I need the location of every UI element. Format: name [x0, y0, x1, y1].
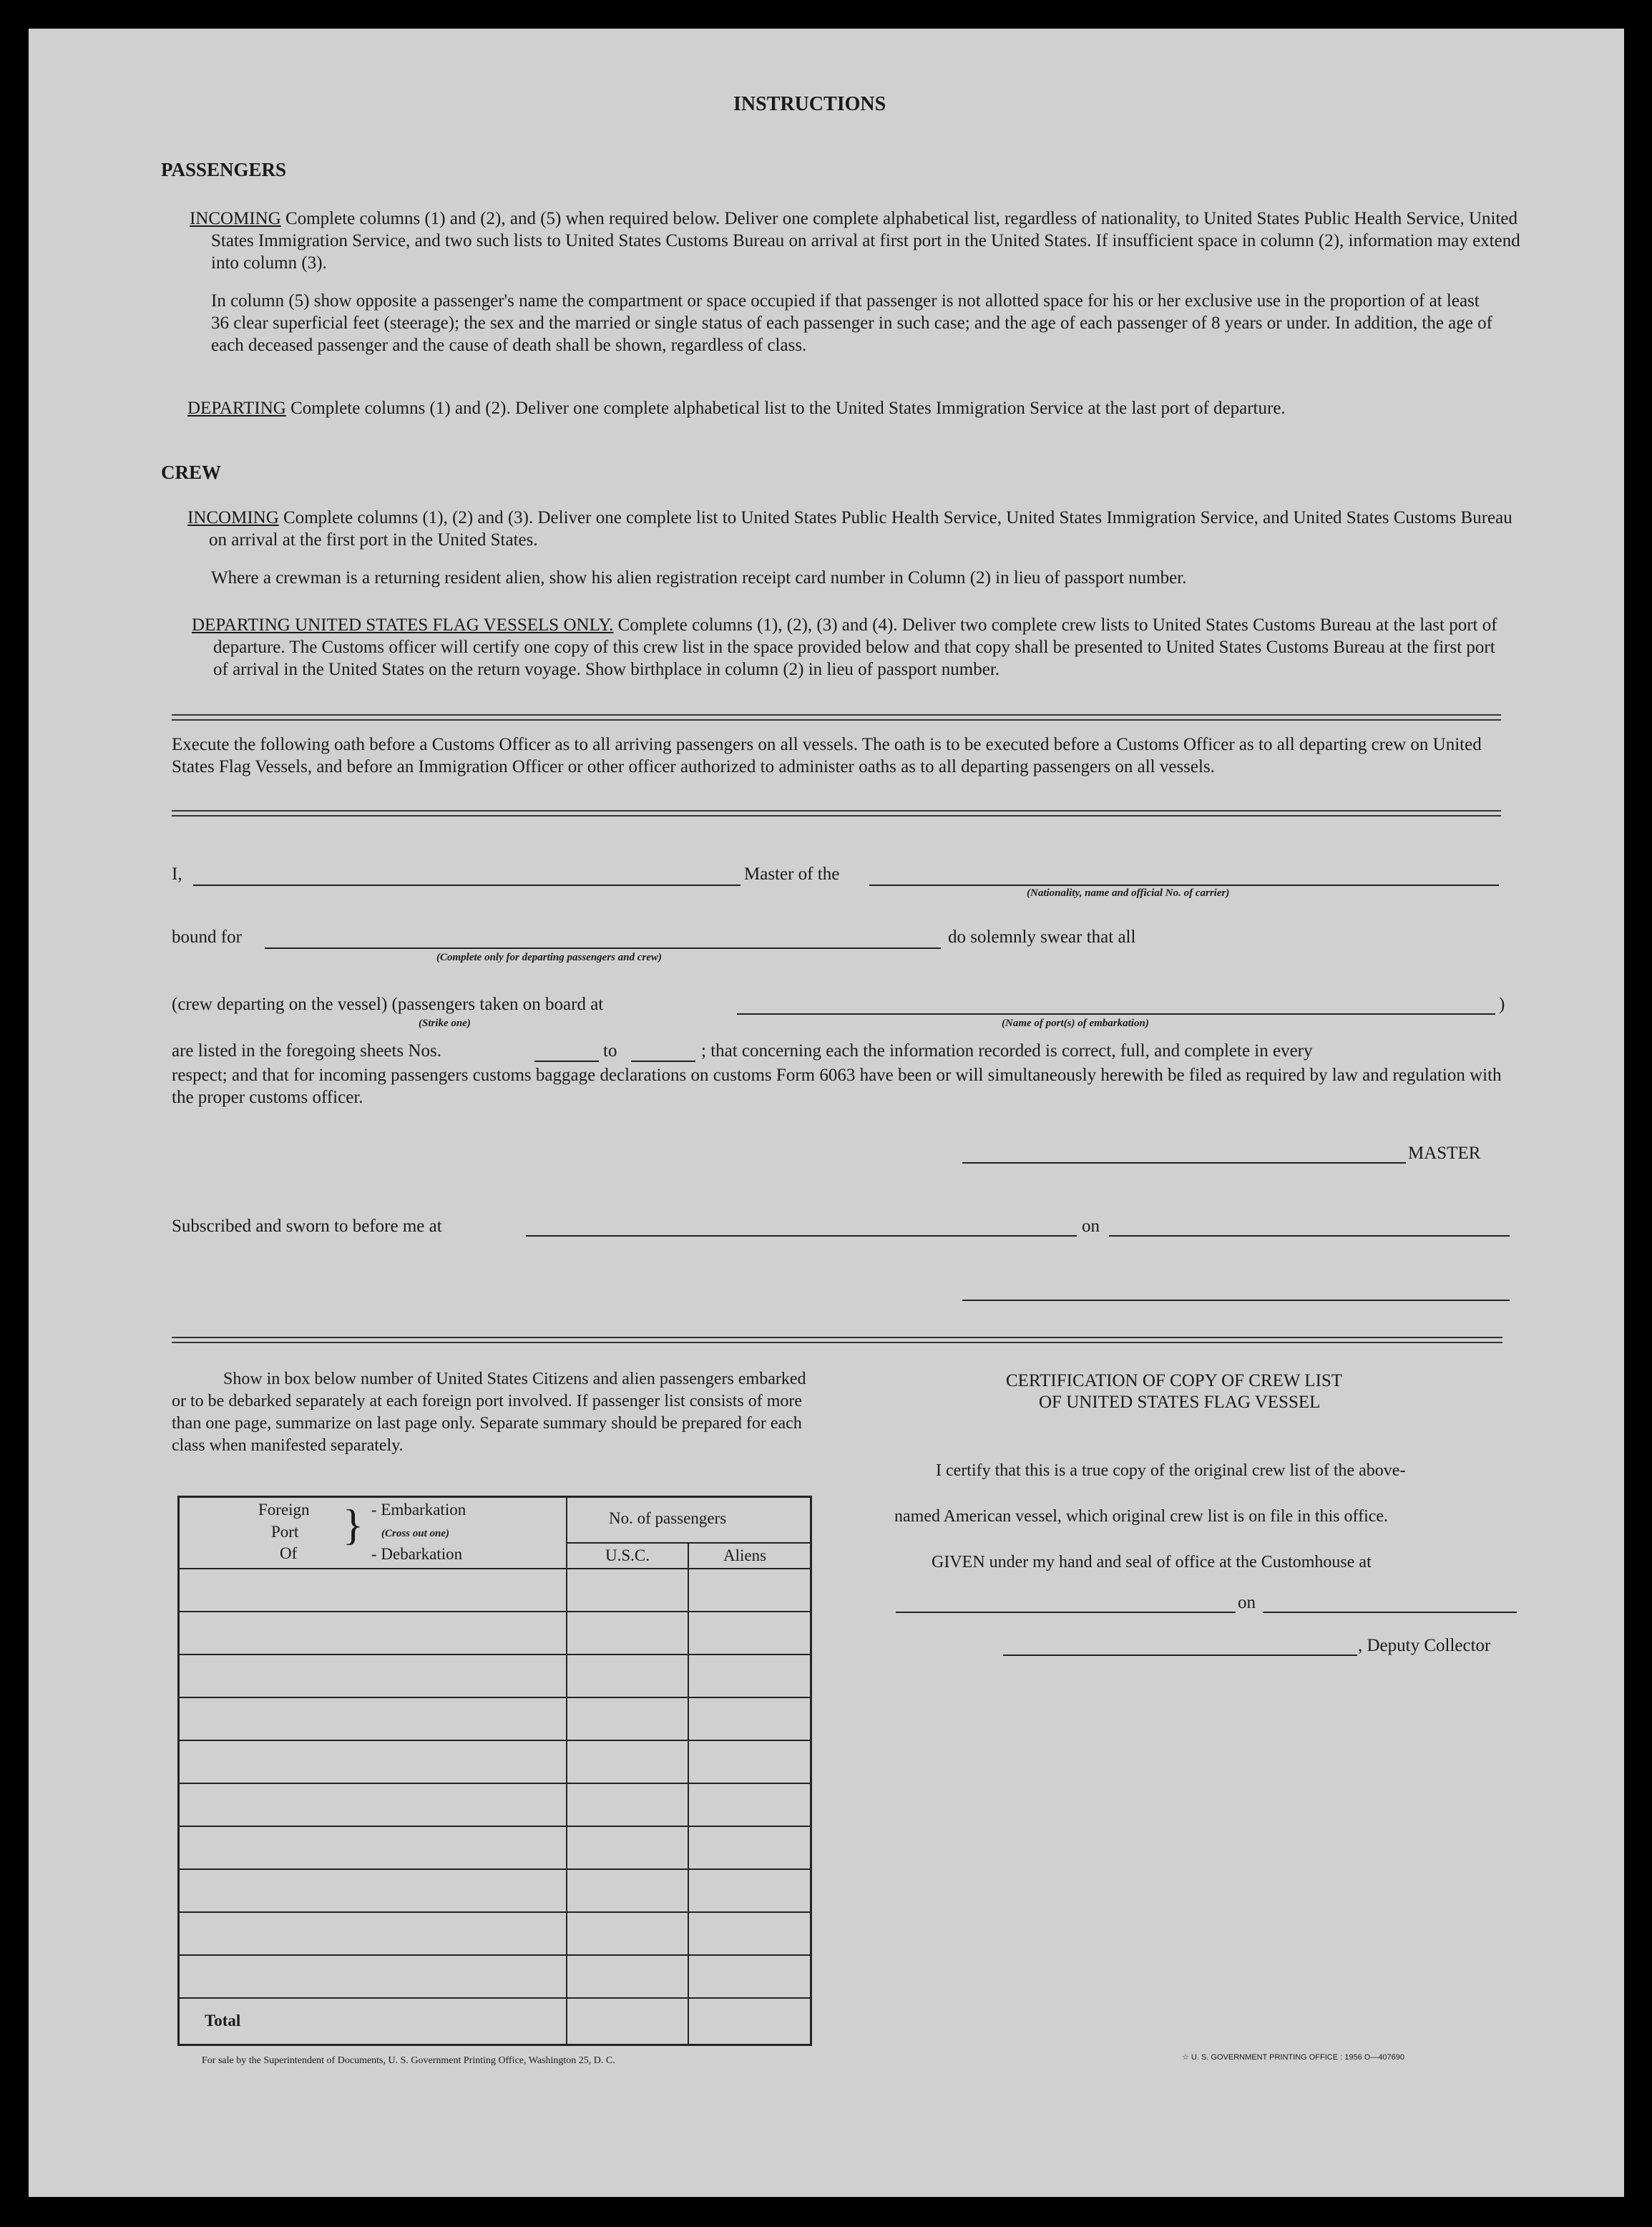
deputy-collector-signature-field[interactable] [1003, 1655, 1357, 1656]
table-row-divider [180, 1783, 810, 1784]
footer-left: For sale by the Superintendent of Documents, U. S. Government Printing Office, Washington 25, D. C. [202, 2055, 615, 2066]
foreign-label: Foreign [258, 1501, 310, 1519]
on-label: on [1082, 1217, 1100, 1236]
ports-caption: (Name of port(s) of embarkation) [1002, 1018, 1149, 1029]
sheet-from-field[interactable] [534, 1061, 599, 1062]
table-row-divider [180, 1697, 810, 1698]
table-column-divider [688, 1542, 689, 2044]
carrier-field[interactable] [869, 885, 1499, 886]
of-label: Of [280, 1544, 298, 1562]
usc-header: U.S.C. [605, 1546, 650, 1564]
officer-signature-field[interactable] [962, 1300, 1510, 1301]
passengers-departing-text: Complete columns (1) and (2). Deliver one complete alphabetical list to the United States Immigration Service at the last port of departure. [290, 399, 1286, 418]
aliens-header: Aliens [723, 1546, 767, 1564]
brace-icon: } [343, 1501, 363, 1549]
crew-incoming-paragraph [187, 507, 1518, 551]
crew-departing-text: Complete columns (1), (2), (3) and (4). Deliver two complete crew lists to United States Customs Bureau at the last port of departure. The Customs officer will certify one copy of this crew list in the space provided below and that copy shall be presented to United States Customs Bureau at the first port of arrival in the United States on the return voyage. Show birthplace in column (2) in lieu of passport number. [213, 615, 1497, 679]
embarkation-label: - Embarkation [371, 1501, 466, 1519]
bound-for-field[interactable] [265, 947, 941, 949]
no-of-passengers-header: No. of passengers [609, 1509, 727, 1527]
table-row-divider [180, 1654, 810, 1655]
crew-incoming-label: INCOMING [187, 508, 279, 527]
table-row-divider [180, 1568, 810, 1569]
summary-instruction: Show in box below number of United States Citizens and alien passengers embarked or to be debarked separately at each foreign port involved. If passenger list consists of more than one page, summarize on last page only. Separate summary should be prepared for each class when manifested separately. [172, 1370, 806, 1455]
passengers-heading: PASSENGERS [161, 159, 287, 180]
table-row-divider [180, 1954, 810, 1956]
sworn-place-field[interactable] [526, 1235, 1077, 1237]
certification-title-line1: CERTIFICATION OF COPY OF CREW LIST [1006, 1371, 1343, 1390]
crew-departing-label: DEPARTING UNITED STATES FLAG VESSELS ONLY. [192, 615, 614, 635]
respect-paragraph: respect; and that for incoming passengers customs baggage declarations on customs Form 6063 have been or will simultaneously herewith be filed as required by law and regulation with the proper customs officer. [172, 1066, 1502, 1107]
passengers-departing-paragraph [187, 397, 1518, 419]
ports-of-embarkation-field[interactable] [737, 1013, 1495, 1015]
customhouse-field[interactable] [896, 1612, 1236, 1613]
oath-instruction-paragraph: Execute the following oath before a Customs Officer as to all arriving passengers on all vessels. The oath is to be executed before a Customs Officer as to all departing crew on United States Flag Vessels, and before an Immigration Officer or other officer authorized to administer oaths as to all departing passengers on all vessels. [172, 735, 1482, 776]
table-row-divider [180, 1740, 810, 1741]
table-row-divider [180, 1868, 810, 1870]
passengers-departing-label: DEPARTING [187, 399, 286, 418]
swear-label: do solemnly swear that all [948, 927, 1136, 947]
oath-i-label: I, [172, 864, 182, 884]
close-paren: ) [1499, 995, 1505, 1014]
bound-for-caption: (Complete only for departing passengers and crew) [436, 952, 662, 963]
nationality-caption: (Nationality, name and official No. of carrier) [1027, 887, 1230, 899]
table-row-divider [180, 1611, 810, 1612]
master-signature-field[interactable] [962, 1162, 1406, 1164]
master-of-label: Master of the [744, 864, 840, 884]
passengers-incoming-text: Complete columns (1) and (2), and (5) when required below. Deliver one complete alphabetical list, regardless of nationality, to United States Public Health Service, United States Immigration Service, and two such lists to United States Customs Bureau on arrival at first port in the United States. If insufficient space in column (2), information may extend into column (3). [211, 209, 1520, 273]
footer-right: ☆ U. S. GOVERNMENT PRINTING OFFICE : 1956 O—407690 [1182, 2053, 1405, 2062]
strike-caption: (Strike one) [419, 1018, 471, 1029]
deputy-collector-label: , Deputy Collector [1358, 1636, 1491, 1655]
form-page [29, 29, 1624, 2197]
table-row-divider [180, 1826, 810, 1827]
table-header-divider [566, 1542, 810, 1544]
listed-prefix: are listed in the foregoing sheets Nos. [172, 1041, 441, 1061]
divider [172, 714, 1501, 721]
debarkation-label: - Debarkation [371, 1545, 463, 1563]
crew-heading: CREW [161, 462, 222, 483]
table-column-divider [566, 1498, 567, 2044]
divider [172, 1337, 1502, 1343]
sworn-date-field[interactable] [1109, 1235, 1510, 1237]
column5-paragraph: In column (5) show opposite a passenger's name the compartment or space occupied if that passenger is not allotted space for his or her exclusive use in the proportion of at least 36 clear superficial feet (steerage); the sex and the married or single status of each passenger in such case; and the age of each passenger of 8 years or under. In addition, the age of each deceased passenger and the cause of death shall be shown, regardless of class. [211, 291, 1492, 355]
passenger-summary-table [177, 1496, 812, 2046]
passengers-incoming-label: INCOMING [190, 209, 281, 228]
certify-line1: I certify that this is a true copy of the original crew list of the above- [936, 1461, 1406, 1480]
master-label: MASTER [1408, 1144, 1481, 1163]
subscribed-label: Subscribed and sworn to before me at [172, 1217, 442, 1236]
listed-suffix: ; that concerning each the information recorded is correct, full, and complete in every [701, 1041, 1313, 1061]
certification-on-label: on [1238, 1593, 1256, 1612]
sheet-to-field[interactable] [631, 1061, 695, 1062]
bound-for-label: bound for [172, 927, 242, 947]
certification-date-field[interactable] [1263, 1612, 1517, 1613]
crew-departing-paragraph [192, 614, 1501, 681]
certify-line2: named American vessel, which original crew list is on file in this office. [894, 1507, 1389, 1526]
given-line: GIVEN under my hand and seal of office at the Customhouse at [932, 1553, 1372, 1571]
crew-incoming-text: Complete columns (1), (2) and (3). Deliver one complete list to United States Public Health Service, United States Immigration Service, and United States Customs Bureau on arrival at the first port in the United States. [209, 508, 1512, 550]
to-label: to [603, 1041, 617, 1061]
total-label: Total [205, 2012, 241, 2029]
port-label: Port [271, 1523, 299, 1541]
crew-departing-label-oath: (crew departing on the vessel) (passengers taken on board at [172, 995, 604, 1014]
page-title: INSTRUCTIONS [733, 93, 886, 115]
table-row-divider [180, 1911, 810, 1913]
table-row-divider [180, 1997, 810, 1999]
crew-resident-paragraph: Where a crewman is a returning resident alien, show his alien registration receipt card number in Column (2) in lieu of passport number. [211, 568, 1187, 588]
divider [172, 810, 1501, 817]
certification-title-line2: OF UNITED STATES FLAG VESSEL [1039, 1393, 1321, 1412]
cross-out-caption: (Cross out one) [381, 1528, 450, 1539]
master-name-field[interactable] [193, 885, 741, 886]
passengers-incoming-paragraph [190, 208, 1520, 274]
